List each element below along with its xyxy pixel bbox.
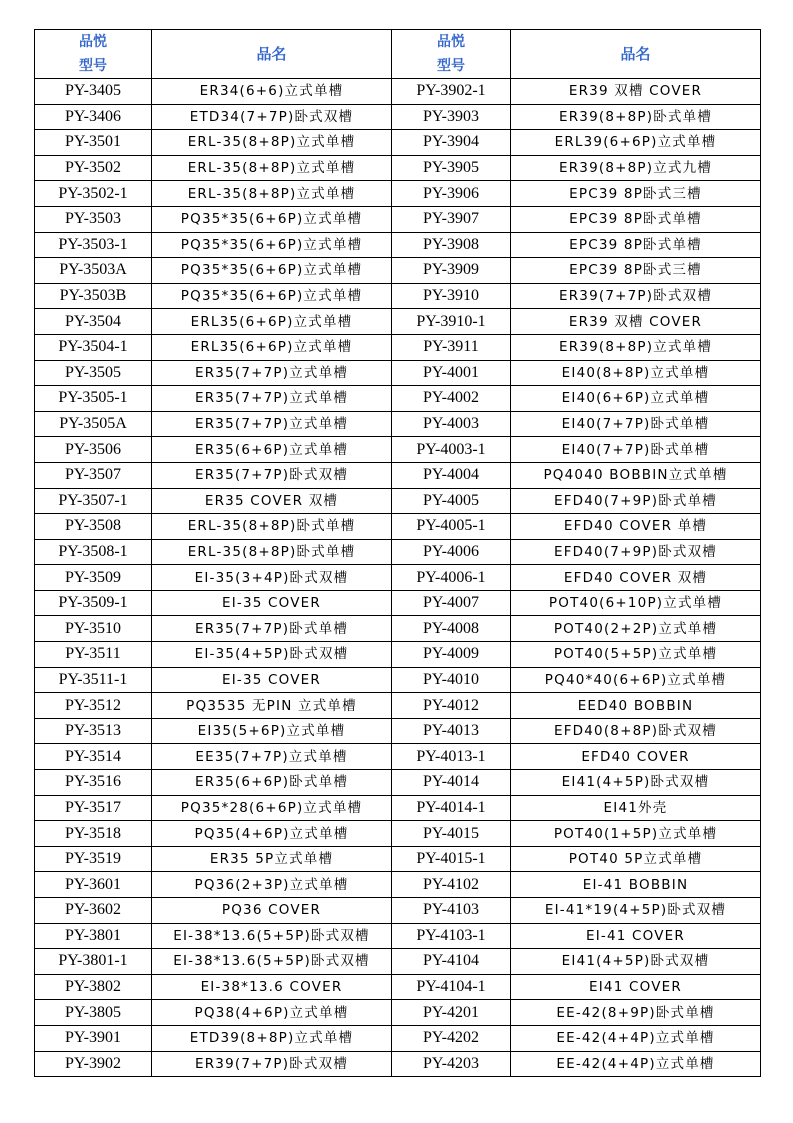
product-name-right: ER39 双槽 COVER	[511, 309, 761, 335]
table-body	[35, 79, 761, 1077]
table-row	[35, 616, 761, 642]
model-code-right: PY-4013	[392, 718, 511, 744]
table-row	[35, 360, 761, 386]
product-name-left: PQ35*28(6+6P)立式单槽	[152, 795, 392, 821]
product-name-left: PQ35(4+6P)立式单槽	[152, 821, 392, 847]
model-code-left: PY-3511-1	[35, 667, 152, 693]
code-header-top-left: 品悦	[35, 30, 152, 55]
product-name-left: PQ35*35(6+6P)立式单槽	[152, 258, 392, 284]
model-code-right: PY-4014	[392, 770, 511, 796]
model-code-right: PY-4001	[392, 360, 511, 386]
product-name-left: ERL-35(8+8P)卧式单槽	[152, 539, 392, 565]
product-name-right: EI40(6+6P)立式单槽	[511, 386, 761, 412]
table-row	[35, 514, 761, 540]
product-name-right: EFD40(7+9P)卧式单槽	[511, 488, 761, 514]
product-name-right: EI40(7+7P)卧式单槽	[511, 411, 761, 437]
model-code-right: PY-4013-1	[392, 744, 511, 770]
model-code-left: PY-3902	[35, 1051, 152, 1077]
product-name-left: ETD39(8+8P)立式单槽	[152, 1025, 392, 1051]
product-name-left: EI-35(3+4P)卧式双槽	[152, 565, 392, 591]
model-code-left: PY-3518	[35, 821, 152, 847]
product-name-left: EI-35 COVER	[152, 667, 392, 693]
model-code-right: PY-4015-1	[392, 846, 511, 872]
table-row	[35, 258, 761, 284]
table-row	[35, 923, 761, 949]
table-row	[35, 949, 761, 975]
table-row	[35, 130, 761, 156]
model-code-right: PY-3904	[392, 130, 511, 156]
table-row	[35, 386, 761, 412]
model-code-right: PY-3911	[392, 334, 511, 360]
model-code-right: PY-3910-1	[392, 309, 511, 335]
product-name-right: PQ40*40(6+6P)立式单槽	[511, 667, 761, 693]
product-name-left: EI-38*13.6 COVER	[152, 974, 392, 1000]
product-name-left: PQ3535 无PIN 立式单槽	[152, 693, 392, 719]
model-code-right: PY-4103-1	[392, 923, 511, 949]
table-row	[35, 898, 761, 924]
model-code-right: PY-4008	[392, 616, 511, 642]
product-name-right: EE-42(4+4P)立式单槽	[511, 1051, 761, 1077]
model-code-left: PY-3507-1	[35, 488, 152, 514]
name-header-left: 品名	[152, 30, 392, 79]
product-name-left: ER34(6+6)立式单槽	[152, 79, 392, 105]
product-table	[34, 29, 761, 1077]
model-code-left: PY-3508	[35, 514, 152, 540]
model-code-right: PY-4005-1	[392, 514, 511, 540]
model-code-right: PY-4005	[392, 488, 511, 514]
model-code-left: PY-3503A	[35, 258, 152, 284]
model-code-right: PY-4003	[392, 411, 511, 437]
product-name-right: EI41(4+5P)卧式双槽	[511, 949, 761, 975]
model-code-right: PY-3907	[392, 206, 511, 232]
model-code-left: PY-3506	[35, 437, 152, 463]
table-row	[35, 718, 761, 744]
product-name-right: POT40(6+10P)立式单槽	[511, 590, 761, 616]
product-name-left: ERL-35(8+8P)立式单槽	[152, 155, 392, 181]
model-code-left: PY-3508-1	[35, 539, 152, 565]
table-row	[35, 693, 761, 719]
product-name-left: EI35(5+6P)立式单槽	[152, 718, 392, 744]
product-name-right: EED40 BOBBIN	[511, 693, 761, 719]
table-row	[35, 309, 761, 335]
model-code-left: PY-3504-1	[35, 334, 152, 360]
model-code-left: PY-3502	[35, 155, 152, 181]
product-name-right: EI-41 COVER	[511, 923, 761, 949]
product-name-right: EPC39 8P卧式三槽	[511, 181, 761, 207]
model-code-left: PY-3505-1	[35, 386, 152, 412]
table-row	[35, 872, 761, 898]
model-code-right: PY-4009	[392, 642, 511, 668]
table-row	[35, 821, 761, 847]
product-name-left: ETD34(7+7P)卧式双槽	[152, 104, 392, 130]
table-row	[35, 795, 761, 821]
model-code-right: PY-4104-1	[392, 974, 511, 1000]
model-code-right: PY-3905	[392, 155, 511, 181]
product-name-right: EI-41*19(4+5P)卧式双槽	[511, 898, 761, 924]
product-name-left: ER35 COVER 双槽	[152, 488, 392, 514]
product-name-left: PQ36 COVER	[152, 898, 392, 924]
model-code-right: PY-3908	[392, 232, 511, 258]
product-name-left: PQ35*35(6+6P)立式单槽	[152, 232, 392, 258]
model-code-left: PY-3509-1	[35, 590, 152, 616]
product-name-left: ER35(7+7P)卧式双槽	[152, 462, 392, 488]
product-name-right: ER39(8+8P)立式九槽	[511, 155, 761, 181]
model-code-left: PY-3505	[35, 360, 152, 386]
table-row	[35, 744, 761, 770]
model-code-right: PY-3909	[392, 258, 511, 284]
model-code-right: PY-4002	[392, 386, 511, 412]
model-code-right: PY-4104	[392, 949, 511, 975]
product-name-right: EE-42(4+4P)立式单槽	[511, 1025, 761, 1051]
model-code-left: PY-3602	[35, 898, 152, 924]
product-name-left: ER35(7+7P)立式单槽	[152, 411, 392, 437]
product-name-left: ERL-35(8+8P)卧式单槽	[152, 514, 392, 540]
table-row	[35, 462, 761, 488]
table-header	[35, 30, 761, 79]
model-code-left: PY-3505A	[35, 411, 152, 437]
product-name-right: EPC39 8P卧式单槽	[511, 232, 761, 258]
model-code-left: PY-3504	[35, 309, 152, 335]
model-code-right: PY-4014-1	[392, 795, 511, 821]
product-name-right: PQ4040 BOBBIN立式单槽	[511, 462, 761, 488]
model-code-right: PY-4102	[392, 872, 511, 898]
table-row	[35, 104, 761, 130]
model-code-right: PY-4007	[392, 590, 511, 616]
model-code-right: PY-4003-1	[392, 437, 511, 463]
model-code-right: PY-4015	[392, 821, 511, 847]
model-code-right: PY-3903	[392, 104, 511, 130]
model-code-left: PY-3511	[35, 642, 152, 668]
product-name-left: PQ36(2+3P)立式单槽	[152, 872, 392, 898]
product-name-right: ER39(7+7P)卧式双槽	[511, 283, 761, 309]
model-code-left: PY-3503B	[35, 283, 152, 309]
product-name-left: ER35 5P立式单槽	[152, 846, 392, 872]
table-row	[35, 181, 761, 207]
table-row	[35, 283, 761, 309]
product-name-left: EI-38*13.6(5+5P)卧式双槽	[152, 923, 392, 949]
table-row	[35, 565, 761, 591]
model-code-left: PY-3514	[35, 744, 152, 770]
code-header-top-right: 品悦	[392, 30, 511, 55]
table-row	[35, 667, 761, 693]
product-name-left: ER35(7+7P)立式单槽	[152, 386, 392, 412]
product-name-right: EFD40 COVER	[511, 744, 761, 770]
table-row	[35, 1025, 761, 1051]
product-name-right: ER39 双槽 COVER	[511, 79, 761, 105]
model-code-left: PY-3501	[35, 130, 152, 156]
table-row	[35, 770, 761, 796]
model-code-left: PY-3503	[35, 206, 152, 232]
table-row	[35, 539, 761, 565]
model-code-left: PY-3801-1	[35, 949, 152, 975]
product-name-right: POT40(5+5P)立式单槽	[511, 642, 761, 668]
product-name-right: EI41外壳	[511, 795, 761, 821]
product-name-left: ER35(6+6P)立式单槽	[152, 437, 392, 463]
product-name-right: EPC39 8P卧式三槽	[511, 258, 761, 284]
product-name-left: PQ35*35(6+6P)立式单槽	[152, 206, 392, 232]
model-code-left: PY-3502-1	[35, 181, 152, 207]
product-name-right: EI41(4+5P)卧式双槽	[511, 770, 761, 796]
table-row	[35, 155, 761, 181]
model-code-left: PY-3507	[35, 462, 152, 488]
product-name-right: POT40(1+5P)立式单槽	[511, 821, 761, 847]
table-row	[35, 206, 761, 232]
product-name-right: EFD40 COVER 单槽	[511, 514, 761, 540]
model-code-left: PY-3801	[35, 923, 152, 949]
model-code-right: PY-4004	[392, 462, 511, 488]
model-code-left: PY-3509	[35, 565, 152, 591]
product-name-right: EI40(7+7P)卧式单槽	[511, 437, 761, 463]
model-code-right: PY-4012	[392, 693, 511, 719]
product-name-right: EI-41 BOBBIN	[511, 872, 761, 898]
model-code-left: PY-3519	[35, 846, 152, 872]
model-code-left: PY-3516	[35, 770, 152, 796]
model-code-left: PY-3601	[35, 872, 152, 898]
code-header-bottom-left: 型号	[35, 54, 152, 79]
table-row	[35, 974, 761, 1000]
product-name-right: EE-42(8+9P)卧式单槽	[511, 1000, 761, 1026]
table-row	[35, 334, 761, 360]
product-name-right: POT40 5P立式单槽	[511, 846, 761, 872]
model-code-left: PY-3406	[35, 104, 152, 130]
product-name-left: EE35(7+7P)立式单槽	[152, 744, 392, 770]
model-code-left: PY-3805	[35, 1000, 152, 1026]
table-row	[35, 488, 761, 514]
table-row	[35, 79, 761, 105]
model-code-left: PY-3503-1	[35, 232, 152, 258]
product-name-right: EI40(8+8P)立式单槽	[511, 360, 761, 386]
product-name-left: ER39(7+7P)卧式双槽	[152, 1051, 392, 1077]
model-code-right: PY-4010	[392, 667, 511, 693]
model-code-left: PY-3802	[35, 974, 152, 1000]
product-name-left: ERL35(6+6P)立式单槽	[152, 334, 392, 360]
product-name-right: EFD40(8+8P)卧式双槽	[511, 718, 761, 744]
model-code-right: PY-4203	[392, 1051, 511, 1077]
model-code-right: PY-3906	[392, 181, 511, 207]
model-code-right: PY-3910	[392, 283, 511, 309]
model-code-left: PY-3517	[35, 795, 152, 821]
product-name-right: EI41 COVER	[511, 974, 761, 1000]
model-code-right: PY-4201	[392, 1000, 511, 1026]
model-code-left: PY-3512	[35, 693, 152, 719]
model-code-right: PY-4103	[392, 898, 511, 924]
product-name-left: ER35(7+7P)卧式单槽	[152, 616, 392, 642]
product-name-right: EFD40 COVER 双槽	[511, 565, 761, 591]
product-name-left: PQ35*35(6+6P)立式单槽	[152, 283, 392, 309]
product-name-right: EFD40(7+9P)卧式双槽	[511, 539, 761, 565]
product-name-right: POT40(2+2P)立式单槽	[511, 616, 761, 642]
model-code-left: PY-3513	[35, 718, 152, 744]
code-header-bottom-right: 型号	[392, 54, 511, 79]
product-name-right: ERL39(6+6P)立式单槽	[511, 130, 761, 156]
table-row	[35, 1051, 761, 1077]
table-row	[35, 232, 761, 258]
table-row	[35, 1000, 761, 1026]
table-row	[35, 846, 761, 872]
model-code-left: PY-3901	[35, 1025, 152, 1051]
table-row	[35, 590, 761, 616]
product-name-left: EI-38*13.6(5+5P)卧式双槽	[152, 949, 392, 975]
product-name-left: PQ38(4+6P)立式单槽	[152, 1000, 392, 1026]
product-name-left: EI-35(4+5P)卧式双槽	[152, 642, 392, 668]
model-code-right: PY-3902-1	[392, 79, 511, 105]
product-name-left: ERL-35(8+8P)立式单槽	[152, 181, 392, 207]
product-name-left: EI-35 COVER	[152, 590, 392, 616]
product-name-right: EPC39 8P卧式单槽	[511, 206, 761, 232]
table-row	[35, 437, 761, 463]
product-name-left: ER35(6+6P)卧式单槽	[152, 770, 392, 796]
model-code-right: PY-4006	[392, 539, 511, 565]
product-name-left: ERL35(6+6P)立式单槽	[152, 309, 392, 335]
name-header-right: 品名	[511, 30, 761, 79]
model-code-right: PY-4202	[392, 1025, 511, 1051]
model-code-left: PY-3510	[35, 616, 152, 642]
table-row	[35, 411, 761, 437]
product-name-left: ER35(7+7P)立式单槽	[152, 360, 392, 386]
model-code-right: PY-4006-1	[392, 565, 511, 591]
table-row	[35, 642, 761, 668]
product-name-left: ERL-35(8+8P)立式单槽	[152, 130, 392, 156]
product-name-right: ER39(8+8P)立式单槽	[511, 334, 761, 360]
model-code-left: PY-3405	[35, 79, 152, 105]
product-name-right: ER39(8+8P)卧式单槽	[511, 104, 761, 130]
